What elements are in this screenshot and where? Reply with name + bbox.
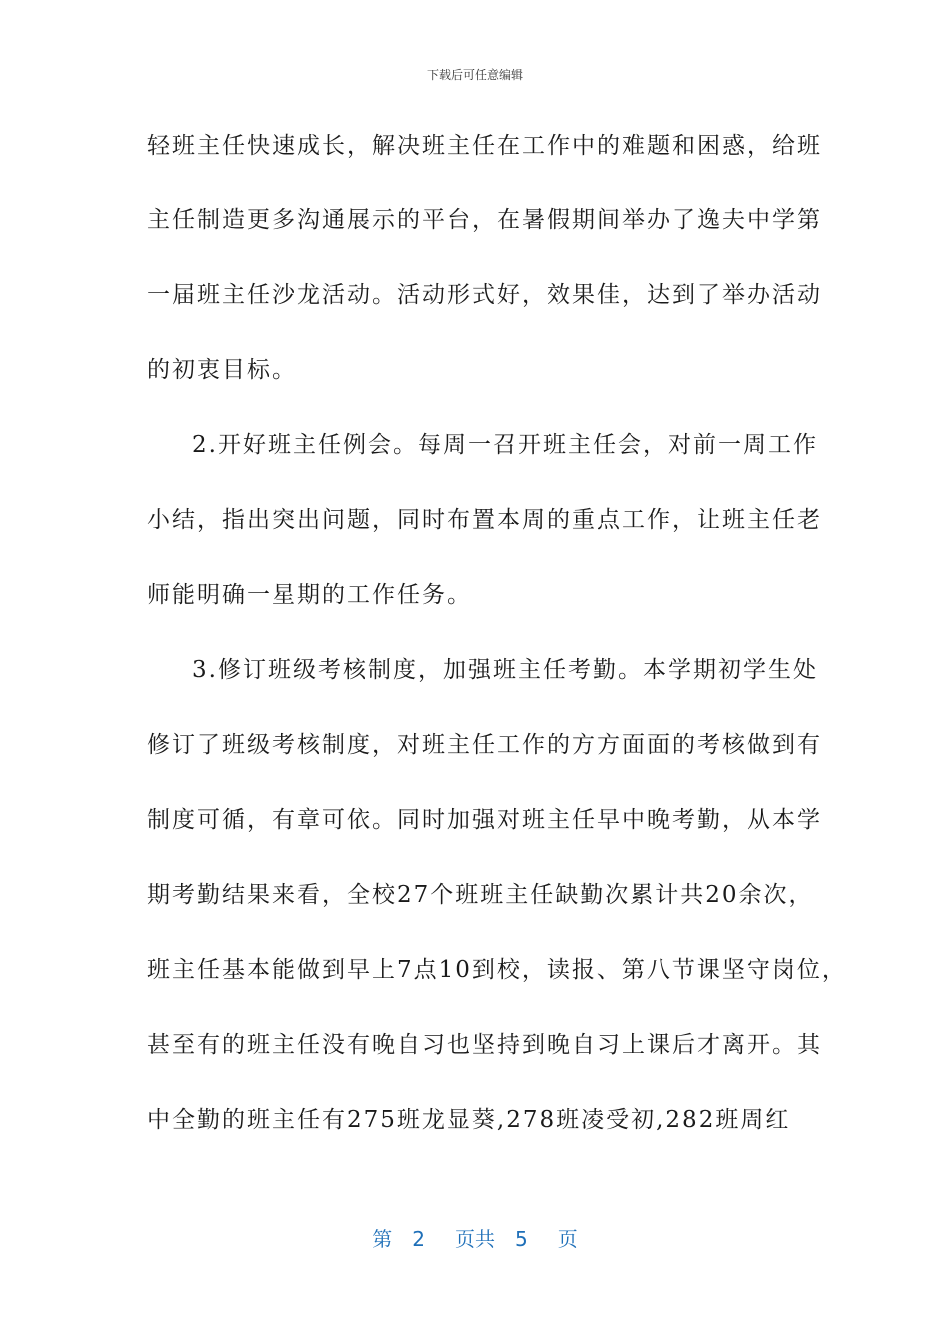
body-line: 修订了班级考核制度，对班主任工作的方方面面的考核做到有 bbox=[147, 732, 822, 758]
body-line-indented: 3.修订班级考核制度，加强班主任考勤。本学期初学生处 bbox=[192, 657, 818, 683]
body-line: 轻班主任快速成长，解决班主任在工作中的难题和困惑，给班 bbox=[147, 133, 822, 159]
footer-current-page: 2 bbox=[412, 1227, 425, 1251]
footer-middle: 页共 bbox=[455, 1227, 495, 1251]
footer-prefix: 第 bbox=[372, 1227, 393, 1251]
footer-suffix: 页 bbox=[557, 1227, 578, 1251]
body-line: 期考勤结果来看，全校27个班班主任缺勤次累计共20余次， bbox=[147, 882, 814, 908]
page-footer bbox=[0, 1225, 950, 1253]
body-line: 的初衷目标。 bbox=[147, 357, 297, 383]
body-line: 制度可循，有章可依。同时加强对班主任早中晚考勤，从本学 bbox=[147, 807, 822, 833]
body-line: 甚至有的班主任没有晚自习也坚持到晚自习上课后才离开。其 bbox=[147, 1032, 822, 1058]
footer-total-pages: 5 bbox=[515, 1227, 528, 1251]
body-line: 师能明确一星期的工作任务。 bbox=[147, 582, 472, 608]
body-line: 小结，指出突出问题，同时布置本周的重点工作，让班主任老 bbox=[147, 507, 822, 533]
body-line: 中全勤的班主任有275班龙显葵,278班凌受初,282班周红 bbox=[147, 1107, 791, 1133]
body-line: 一届班主任沙龙活动。活动形式好，效果佳，达到了举办活动 bbox=[147, 282, 822, 308]
body-line: 主任制造更多沟通展示的平台，在暑假期间举办了逸夫中学第 bbox=[147, 207, 822, 233]
body-line: 班主任基本能做到早上7点10到校，读报、第八节课坚守岗位， bbox=[147, 957, 847, 983]
page-header: 下载后可任意编辑 bbox=[426, 68, 523, 82]
body-line-indented: 2.开好班主任例会。每周一召开班主任会，对前一周工作 bbox=[192, 432, 818, 458]
